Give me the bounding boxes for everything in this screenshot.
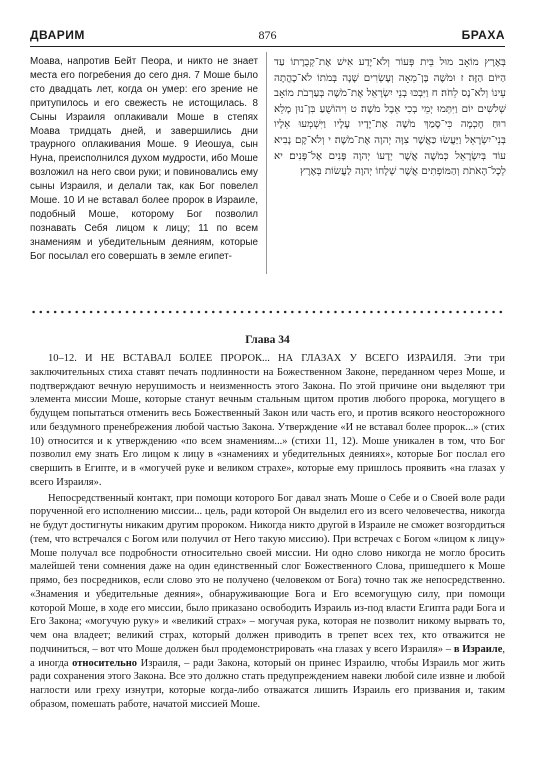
column-divider xyxy=(266,52,267,274)
dotted-separator xyxy=(30,310,505,314)
emphasis-in-israel: в Израиле xyxy=(453,643,503,655)
book-name-left: ДВАРИМ xyxy=(30,28,85,42)
chapter-title: Глава 34 xyxy=(245,334,290,346)
commentary-paragraph-1: 10–12. И НЕ ВСТАВАЛ БОЛЕЕ ПРОРОК... НА ГЛАЗАХ У ВСЕГО ИЗРАИЛЯ. Эти три заключительных стиха ставят печать подлинности на Божественном Законе, переданном через Моше, и подтверждают вечную нерушимость и неизменность этого Закона. По этой причине они выделяют три элемента миссии Моше, которые станут вечным стальным щитом против любого пророка, могущего в будущем попытаться отменить весь Божественный Закон или часть его, и против всякого неосторожного или бездумного пренебрежения любой частью Закона. Утверждение «И не вставал более пророк...» (стих 10) относится и к утверждению «по всем знамениям...» (стихи 11, 12). Моше уникален в том, что Бог позволил ему знать Его лицом к лицу в «знамениях и убедительных деяниях», которые Бог послал его свершить в Египте, и в «могучей руке и великом страхе», которые ему пришлось проявить «на глазах у всего Израиля». xyxy=(30,353,505,488)
header-rule xyxy=(30,46,505,47)
emphasis-regarding: относительно xyxy=(72,657,137,669)
running-header xyxy=(30,28,505,46)
russian-translation: Моава, напротив Бейт Пеора, и никто не знает места его погребения до сего дня. 7 Моше было сто двадцать лет, когда он умер: его зрение не притупилось и его свежесть не истощилась. 8 Сыны Израиля оплакивали Моше в степях Моава тридцать дней, и завершились дни траурного оплакивания Моше. 9 Иеошуа, сын Нуна, преисполнился духом мудрости, ибо Моше возложил на него свои руки; и повиновались ему сыны Израиля, и делали так, как Бог повелел Моше. 10 И не вставал более пророк в Израиле, подобный Моше, которому Бог позволил познавать Себя лицом к лицу; 11 по всем знамениям и убедительным деяниям, которые Бог посылал его совершать в земле египет- xyxy=(30,56,258,262)
parsha-name-right: БРАХА xyxy=(461,28,505,42)
commentary-p2-text-a: Непосредственный контакт, при помощи которого Бог давал знать Моше о Себе и о Своей воле ради порученной его исполнению миссии... цель, ради которой Он выделил его из всего человечества, никогда не будут достигнуты никаким другим пророком. Никогда никто другой в Израиле не сможет возгордиться (тем, что встречался с Богом или получил от Него такую миссию). При встречах с Богом «лицом к лицу» Моше получал все подробности относительно своей миссии. Ни одно слово никогда не могло бросить малейшей тени сомнения даже на один единственный слог Божественного Слова, пришедшего к Моше прямо, без посредников, если слово это не получено (человеком от Бога) точно так же непосредственно. «Знамения и убедительные деяния», обнаруживающие Бога и Его всемогущую силу, при помощи которой Моше, в ходе его миссии, было приказано освободить Израиль из-под власти Египта ради Бога и Его Закона; «могучую руку» и «великий страх» – могучая рука, которая не позволит никому вырвать то, чем она владеет; великий страх, который должен приводить в трепет всех тех, кто отважится не подчиниться, – вот что Моше должен был продемонстрировать «на глазах у всего Израиля» – xyxy=(30,492,505,655)
commentary-paragraph-2 xyxy=(30,492,505,712)
hebrew-text: בְּאֶרֶץ מוֹאָב מוּל בֵּית פְּעוֹר וְלֹא־יָדַע אִישׁ אֶת־קְבֻרָתוֹ עַד הַיּוֹם הַזֶּה׃ ז וּמֹשֶׁה בֶּן־מֵאָה וְעֶשְׂרִים שָׁנָה בְּמֹתוֹ לֹא־כָהֲתָה עֵינוֹ וְלֹא־נָס לֵחֹה׃ ח וַיִּבְכּוּ בְנֵי יִשְׂרָאֵל אֶת־מֹשֶׁה בְּעַרְבֹת מוֹאָב שְׁלֹשִׁים יוֹם וַיִּתְּמוּ יְמֵי בְכִי אֵבֶל מֹשֶׁה׃ ט וִיהוֹשֻׁעַ בִּן־נוּן מָלֵא רוּחַ חָכְמָה כִּי־סָמַךְ מֹשֶׁה אֶת־יָדָיו עָלָיו וַיִּשְׁמְעוּ אֵלָיו בְּנֵי־יִשְׂרָאֵל וַיַּעֲשׂוּ כַּאֲשֶׁר צִוָּה יְהוָה אֶת־מֹשֶׁה׃ י וְלֹא־קָם נָבִיא עוֹד בְּיִשְׂרָאֵל כְּמֹשֶׁה אֲשֶׁר יְדָעוֹ יְהוָה פָּנִים אֶל־פָּנִים׃ יא לְכָל־הָאֹתֹת וְהַמּוֹפְתִים אֲשֶׁר שְׁלָחוֹ יְהוָה לַעֲשׂוֹת בְּאֶרֶץ xyxy=(274,56,506,178)
commentary-p2-text-b: , а иногда xyxy=(30,643,505,669)
commentary-p2-text-c: Израиля, – ради Закона, который он принес Израилю, чтобы Израиль мог жить ради сохранения этого Закона. Все это должно стать предупреждением навеки любой силе извне и любой наглости или греху изнутри, которые когда-либо отважатся лишить Израиль его призвания и, таким образом, помешать работе, начатой миссией Моше. xyxy=(30,657,505,710)
page-number: 876 xyxy=(258,28,277,42)
commentary xyxy=(30,352,505,712)
